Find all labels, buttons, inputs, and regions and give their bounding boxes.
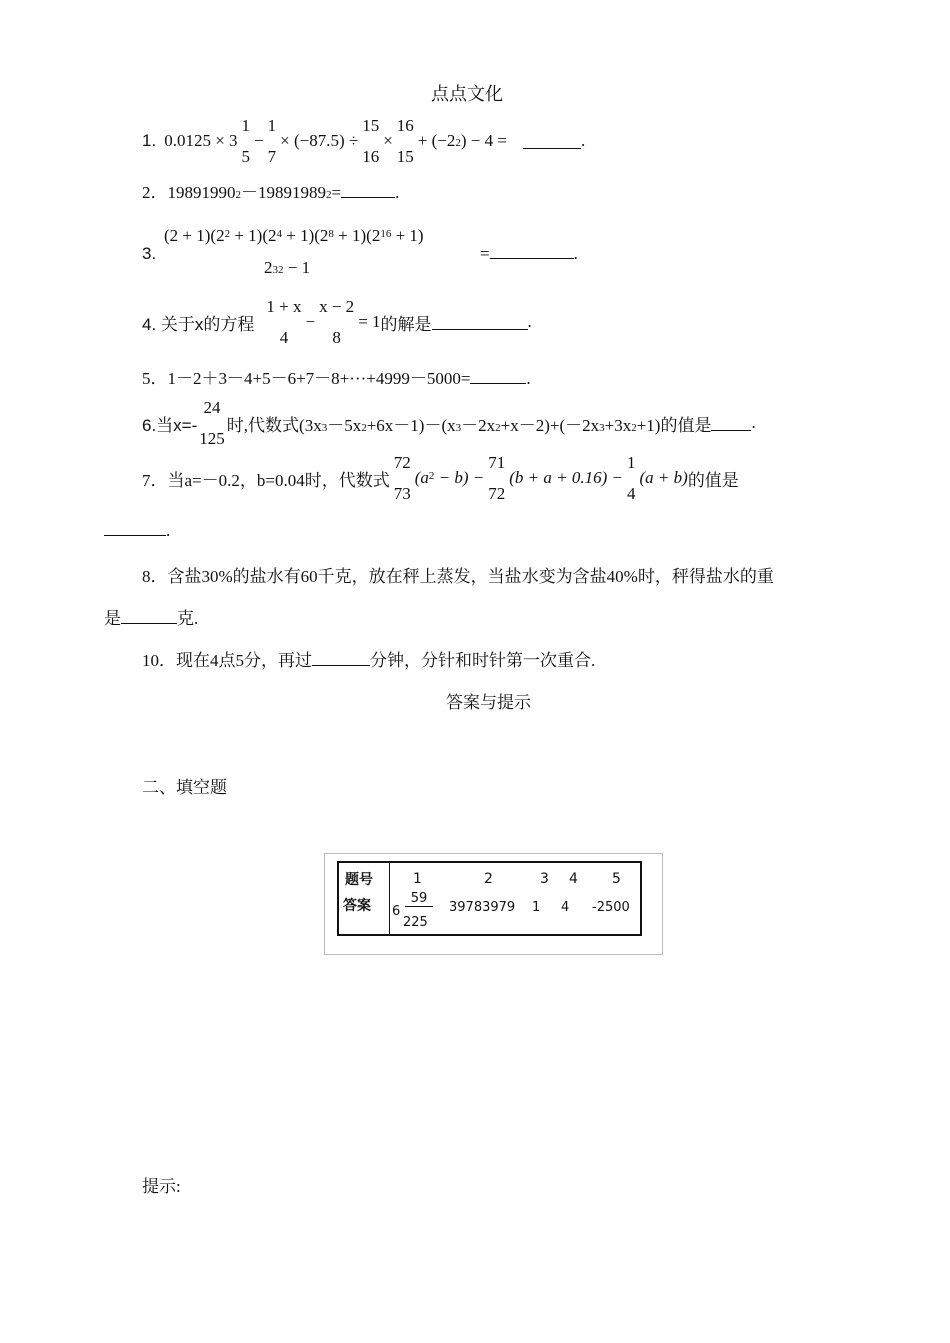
q2-exponent-2: 2 bbox=[326, 189, 332, 201]
section-heading: 二、填空题 bbox=[142, 778, 227, 797]
q3-tail: = . bbox=[480, 244, 578, 263]
q2-term-a: 19891990 bbox=[167, 183, 236, 202]
q2-term-b: －19891989 bbox=[241, 183, 326, 202]
q4-equals: = 1 bbox=[358, 312, 381, 331]
table-answer-2: 39783979 bbox=[449, 900, 516, 915]
question-10 bbox=[142, 646, 595, 671]
q3-denominator: 232 − 1 bbox=[264, 258, 311, 277]
answer-table bbox=[337, 861, 642, 936]
table-col-5: 5 bbox=[612, 871, 621, 887]
table-answer-3: 1 bbox=[532, 900, 541, 915]
q1-term-c: + (−2 bbox=[417, 131, 456, 150]
table-answer-4: 4 bbox=[561, 900, 570, 915]
question-8-line-1: 8．含盐30%的盐水有60千克，放在秤上蒸发，当盐水变为含盐40%时，秤得盐水的重 bbox=[142, 567, 774, 586]
page-title: 点点文化 bbox=[431, 84, 503, 104]
table-answer-5: -2500 bbox=[592, 900, 630, 915]
q4-tail: 的解是 bbox=[380, 314, 432, 334]
question-7 bbox=[142, 452, 739, 504]
q3-numerator: $(2 + 1)(2^2 + 1)(2^4 + 1)(2^8 + 1)(2^{16} + 1)$ bbox=[164, 226, 424, 245]
q6-fraction: 24 125 bbox=[199, 398, 225, 448]
q7-fraction-1: 72 73 bbox=[393, 453, 411, 503]
hint-label: 提示: bbox=[142, 1177, 181, 1196]
table-col-3: 3 bbox=[540, 871, 549, 887]
q1-fraction-1: 1 5 bbox=[241, 116, 251, 166]
q4-period: . bbox=[527, 312, 532, 331]
q7-fraction-2: 71 72 bbox=[488, 453, 506, 503]
q1-times: × bbox=[383, 131, 393, 150]
q4-prompt: 4. 关于x的方程 bbox=[142, 314, 255, 334]
q1-term-a: 0.0125 × 3 bbox=[164, 131, 238, 150]
q4-fraction-1: 1 + x 4 bbox=[266, 297, 302, 347]
table-answer-1-numerator: 59 bbox=[405, 891, 433, 907]
question-4 bbox=[142, 296, 532, 348]
table-col-4: 4 bbox=[569, 871, 578, 887]
q8-suffix: 克. bbox=[177, 609, 199, 628]
table-header-label: 题号 bbox=[345, 872, 373, 888]
q2-exponent-1: 2 bbox=[235, 189, 241, 201]
q10-suffix: 分钟，分针和时针第一次重合. bbox=[370, 651, 596, 670]
table-col-2: 2 bbox=[484, 871, 493, 887]
q2-answer-blank bbox=[341, 183, 395, 198]
q6-period: . bbox=[751, 413, 756, 432]
answers-heading: 答案与提示 bbox=[446, 693, 531, 712]
question-5 bbox=[142, 364, 531, 389]
question-2 bbox=[142, 178, 399, 203]
q7-answer-blank bbox=[104, 521, 166, 536]
q7-fraction-3: 1 4 bbox=[627, 453, 636, 503]
q2-equals: = bbox=[331, 183, 342, 202]
q4-minus: − bbox=[305, 312, 316, 331]
q1-term-d: ) − 4 = bbox=[460, 131, 507, 150]
q1-exponent: 2 bbox=[455, 137, 461, 149]
q7-period: . bbox=[166, 521, 171, 540]
q6-prompt: 6.当x=- bbox=[142, 415, 198, 435]
q1-fraction-2: 1 7 bbox=[267, 116, 277, 166]
q7-term-1: $(a^2 - b)$ − bbox=[414, 468, 485, 487]
q7-prompt: 7．当a=－0.2，b=0.04时，代数式 bbox=[142, 470, 390, 490]
table-answer-1-whole: 6 bbox=[392, 904, 401, 919]
q1-minus: − bbox=[254, 131, 264, 150]
q7-term-3: (a + b) bbox=[639, 468, 688, 487]
table-answer-label: 答案 bbox=[343, 898, 371, 914]
q3-number: 3. bbox=[142, 244, 157, 263]
q4-fraction-2: x − 2 8 bbox=[319, 297, 355, 347]
q6-answer-blank bbox=[711, 416, 751, 431]
q7-tail: 的值是 bbox=[687, 470, 739, 490]
q10-prefix: 10．现在4点5分，再过 bbox=[142, 651, 312, 670]
q1-fraction-4: 16 15 bbox=[396, 116, 414, 166]
q2-number: 2． bbox=[142, 183, 168, 202]
answer-table-divider bbox=[389, 863, 390, 934]
q1-term-b: × (−87.5) ÷ bbox=[280, 131, 359, 150]
q1-answer-blank bbox=[523, 134, 581, 149]
q1-fraction-3: 15 16 bbox=[362, 116, 380, 166]
q1-period: . bbox=[580, 131, 586, 150]
q1-number: 1. bbox=[142, 131, 157, 150]
q8-prefix: 是 bbox=[104, 609, 121, 628]
table-col-1: 1 bbox=[413, 871, 422, 887]
q5-text: 5．1－2＋3－4+5－6+7－8+···+4999－5000= bbox=[142, 369, 471, 388]
q7-term-2: (b + a + 0.16) − bbox=[509, 468, 624, 487]
q7-answer-line bbox=[104, 521, 170, 541]
q10-answer-blank bbox=[312, 651, 370, 666]
question-6 bbox=[142, 397, 756, 449]
question-8-line-2 bbox=[104, 604, 198, 629]
q5-period: . bbox=[526, 369, 531, 388]
question-1 bbox=[142, 113, 585, 169]
q3-answer-blank bbox=[490, 244, 574, 259]
q4-answer-blank bbox=[432, 315, 528, 330]
q6-expression: 时,代数式(3x3－5x2+6x－1)－(x3－2x2+x－2)+(－2x3+3x2+1)的值是 bbox=[226, 415, 712, 435]
table-answer-1-denominator: 225 bbox=[403, 915, 428, 930]
q8-answer-blank bbox=[121, 609, 177, 624]
q5-answer-blank bbox=[470, 369, 526, 384]
q2-period: . bbox=[395, 183, 400, 202]
